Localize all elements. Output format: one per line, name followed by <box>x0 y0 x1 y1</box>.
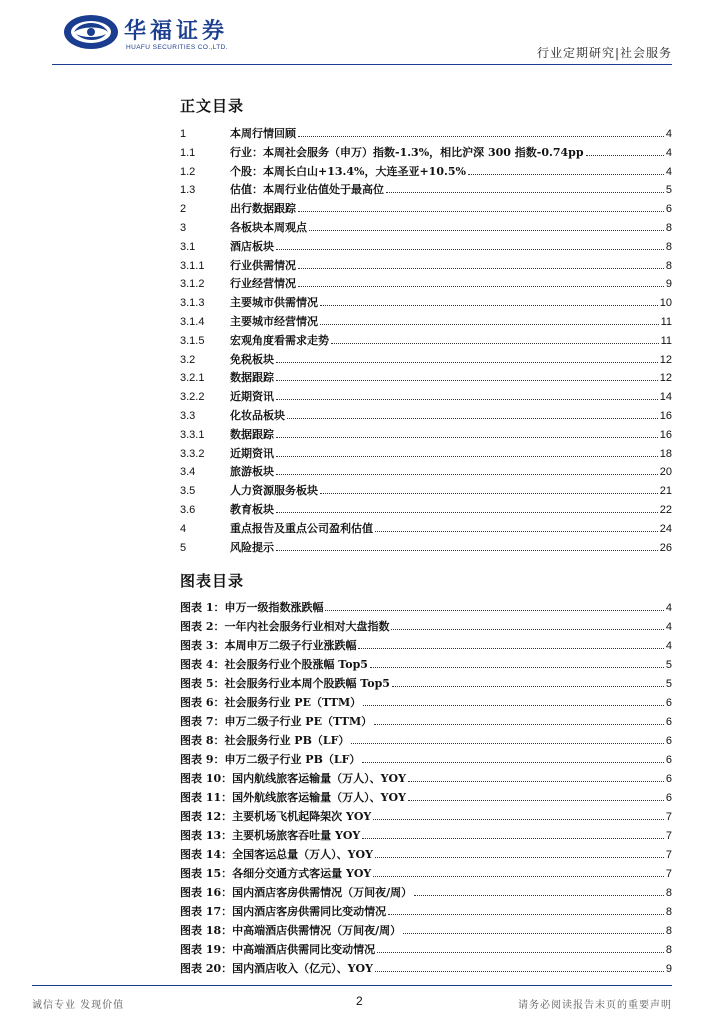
toc-entry-number: 3.2.1 <box>180 372 205 385</box>
toc-entry[interactable] <box>180 238 672 256</box>
toc-entry-title: 宏观角度看需求走势 <box>230 333 329 347</box>
toc-entry-page: 11 <box>660 334 672 347</box>
toc-entry-page: 4 <box>665 128 672 140</box>
toc-entry[interactable] <box>180 369 672 387</box>
figure-entry-title: 图表 4：社会服务行业个股涨幅 Top5 <box>180 658 368 671</box>
toc-leader-dots <box>276 456 658 457</box>
figure-entry[interactable] <box>180 637 672 655</box>
toc-entry-number: 3.3.2 <box>180 447 205 460</box>
figure-leader-dots <box>374 724 664 725</box>
figure-entry-title: 图表 3：本周申万二级子行业涨跌幅 <box>180 639 357 652</box>
figure-leader-dots <box>414 895 664 896</box>
figure-entry-page: 7 <box>665 868 672 880</box>
toc-leader-dots <box>320 324 659 325</box>
toc-leader-dots <box>276 474 658 475</box>
logo-chinese-name: 华福证券 <box>124 18 229 44</box>
toc-leader-dots <box>298 286 664 287</box>
toc-entry-title: 酒店板块 <box>230 239 274 253</box>
toc-entry[interactable] <box>180 539 672 557</box>
toc-entry-page: 4 <box>665 165 672 178</box>
toc-entry-number: 3.3.1 <box>180 428 205 441</box>
figure-leader-dots <box>388 914 664 915</box>
toc-entry-number: 3.4 <box>180 466 196 479</box>
figure-leader-dots <box>373 876 664 877</box>
figure-entry[interactable] <box>180 941 672 959</box>
figure-entry-page: 9 <box>665 963 672 975</box>
figure-entry-title: 图表 16：国内酒店客房供需情况（万间夜/周） <box>180 886 413 899</box>
figure-entry-title: 图表 8：社会服务行业 PB（LF） <box>180 734 350 747</box>
figure-entry[interactable] <box>180 903 672 921</box>
figure-leader-dots <box>403 933 664 934</box>
toc-entry[interactable] <box>180 351 672 369</box>
toc-entry-page: 8 <box>665 259 672 272</box>
toc-entry-page: 4 <box>665 146 672 159</box>
toc-entry-page: 5 <box>665 184 672 197</box>
toc-entry-number: 3.1.3 <box>180 297 205 310</box>
toc-entry-number: 1.2 <box>180 165 196 178</box>
figure-entry-page: 4 <box>665 621 672 633</box>
toc-entry-title: 行业经营情况 <box>230 277 296 291</box>
toc-leader-dots <box>276 437 658 438</box>
footer-disclaimer: 请务必阅读报告末页的重要声明 <box>518 1000 672 1011</box>
toc-entry[interactable] <box>180 275 672 293</box>
figure-leader-dots <box>392 686 664 687</box>
toc-entry-title: 风险提示 <box>230 540 274 554</box>
toc-entry[interactable] <box>180 482 672 500</box>
figure-entry[interactable] <box>180 694 672 712</box>
toc-leader-dots <box>320 493 658 494</box>
toc-entry[interactable] <box>180 163 672 181</box>
figure-leader-dots <box>375 971 664 972</box>
figure-entry-page: 6 <box>665 716 672 728</box>
toc-entry-title: 估值：本周行业估值处于最高位 <box>230 183 384 197</box>
figure-entry[interactable] <box>180 846 672 864</box>
toc-entry[interactable] <box>180 200 672 218</box>
page-number: 2 <box>356 994 363 1008</box>
toc-entry-title: 出行数据跟踪 <box>230 202 296 216</box>
figure-entry[interactable] <box>180 618 672 636</box>
toc-entry-number: 3 <box>180 222 187 234</box>
toc-leader-dots <box>276 512 658 513</box>
figure-entry-page: 7 <box>665 830 672 842</box>
figure-leader-dots <box>362 762 664 763</box>
header-divider <box>52 64 672 65</box>
toc-entry[interactable] <box>180 407 672 425</box>
toc-entry-number: 3.1 <box>180 240 196 253</box>
toc-entry[interactable] <box>180 181 672 199</box>
toc-leader-dots <box>320 305 658 306</box>
toc-entry-number: 5 <box>180 541 187 554</box>
toc-entry-number: 3.1.5 <box>180 334 205 347</box>
figure-leader-dots <box>408 781 664 782</box>
toc-entry-title: 近期资讯 <box>230 446 274 460</box>
figure-entry[interactable] <box>180 960 672 978</box>
toc-entry[interactable] <box>180 501 672 519</box>
toc-entry-number: 3.5 <box>180 485 196 498</box>
figure-entry[interactable] <box>180 808 672 826</box>
toc-leader-dots <box>468 174 664 175</box>
toc-leader-dots <box>298 211 664 212</box>
figure-entry-title: 图表 18：中高端酒店供需情况（万间夜/周） <box>180 924 402 937</box>
figure-entry-title: 图表 10：国内航线旅客运输量（万人）、YOY <box>180 772 406 785</box>
toc-leader-dots <box>375 531 658 532</box>
figure-leader-dots <box>325 610 664 611</box>
toc-entry-title: 旅游板块 <box>230 465 274 479</box>
huafu-logo-icon <box>62 12 120 52</box>
figure-entry[interactable] <box>180 827 672 845</box>
toc-entry-number: 1.1 <box>180 146 196 159</box>
toc-entry-page: 10 <box>659 297 672 310</box>
figure-entry-title: 图表 2：一年内社会服务行业相对大盘指数 <box>180 620 390 633</box>
toc-entry-page: 20 <box>659 466 672 479</box>
toc-entry-page: 24 <box>659 522 672 535</box>
figure-entry[interactable] <box>180 770 672 788</box>
figure-entry-title: 图表 19：中高端酒店供需同比变动情况 <box>180 943 376 956</box>
figure-entry-title: 图表 11：国外航线旅客运输量（万人）、YOY <box>180 791 406 804</box>
toc-entry-page: 11 <box>660 316 672 328</box>
toc-entry[interactable] <box>180 388 672 406</box>
page-header <box>0 0 724 70</box>
toc-entry-number: 3.6 <box>180 504 196 516</box>
toc-entry-title: 行业：本周社会服务（申万）指数-1.3%，相比沪深 300 指数-0.74pp <box>230 145 584 159</box>
toc-entry-page: 21 <box>659 485 672 498</box>
toc-entry[interactable] <box>180 520 672 538</box>
toc-entry[interactable] <box>180 313 672 331</box>
figure-entry[interactable] <box>180 922 672 940</box>
figure-entry[interactable] <box>180 732 672 750</box>
figure-entry-title: 图表 7：申万二级子行业 PE（TTM） <box>180 715 373 728</box>
toc-entry[interactable] <box>180 144 672 162</box>
toc-entry-page: 8 <box>665 240 672 253</box>
toc-entry-page: 16 <box>659 410 672 422</box>
toc-entry-page: 16 <box>659 428 672 441</box>
toc-entry-title: 数据跟踪 <box>230 371 274 385</box>
toc-entry-page: 22 <box>659 504 672 516</box>
figure-leader-dots <box>370 667 664 668</box>
figure-entry-page: 8 <box>665 925 672 937</box>
figure-entry-page: 8 <box>665 887 672 899</box>
figure-entry-page: 6 <box>665 754 672 766</box>
toc-entry[interactable] <box>180 219 672 237</box>
toc-leader-dots <box>386 192 664 193</box>
toc-entry-number: 3.3 <box>180 410 196 422</box>
toc-entry-title: 近期资讯 <box>230 390 274 404</box>
toc-leader-dots <box>331 343 659 344</box>
figure-leader-dots <box>373 819 664 820</box>
toc-leader-dots <box>309 230 664 231</box>
toc-entry[interactable] <box>180 463 672 481</box>
figure-entry-page: 6 <box>665 697 672 709</box>
toc-leader-dots <box>276 399 658 400</box>
toc-entry-number: 3.1.1 <box>180 259 205 272</box>
figure-entry-page: 4 <box>665 602 672 614</box>
figure-leader-dots <box>377 952 664 953</box>
report-type: 行业定期研究|社会服务 <box>536 46 672 60</box>
figure-entry[interactable] <box>180 599 672 617</box>
toc-entry-number: 3.2 <box>180 353 196 366</box>
toc-entry-number: 1.3 <box>180 184 196 197</box>
figures-heading: 图表目录 <box>180 572 245 590</box>
toc-leader-dots <box>276 362 658 363</box>
toc-entry-page: 12 <box>659 372 672 385</box>
figure-leader-dots <box>362 838 664 839</box>
figure-entry[interactable] <box>180 656 672 674</box>
figure-entry-title: 图表 20：国内酒店收入（亿元）、YOY <box>180 962 373 975</box>
toc-leader-dots <box>276 380 658 381</box>
toc-entry-title: 主要城市经营情况 <box>230 315 318 328</box>
figure-entry-page: 5 <box>665 659 672 671</box>
figure-entry[interactable] <box>180 713 672 731</box>
figure-leader-dots <box>391 629 664 630</box>
toc-entry-title: 化妆品板块 <box>230 409 285 422</box>
toc-entry-page: 26 <box>659 541 672 554</box>
toc-entry[interactable] <box>180 426 672 444</box>
toc-leader-dots <box>287 418 658 419</box>
figure-entry-title: 图表 12：主要机场飞机起降架次 YOY <box>180 810 372 823</box>
toc-entry-number: 1 <box>180 128 187 140</box>
figure-entry-page: 6 <box>665 735 672 747</box>
toc-entry-page: 12 <box>659 353 672 366</box>
figure-entry[interactable] <box>180 751 672 769</box>
toc-entry-title: 重点报告及重点公司盈利估值 <box>230 521 373 535</box>
figure-entry-title: 图表 15：各细分交通方式客运量 YOY <box>180 867 372 880</box>
toc-entry[interactable] <box>180 257 672 275</box>
toc-entry-page: 14 <box>659 391 672 404</box>
toc-entry[interactable] <box>180 445 672 463</box>
toc-entry-page: 9 <box>665 278 672 291</box>
toc-entry-number: 3.1.2 <box>180 278 205 291</box>
toc-entry-title: 主要城市供需情况 <box>230 296 318 310</box>
toc-entry-number: 2 <box>180 203 187 216</box>
toc-heading: 正文目录 <box>180 97 245 115</box>
toc-leader-dots <box>298 268 664 269</box>
figure-leader-dots <box>358 648 664 649</box>
figure-entry-page: 7 <box>665 849 672 861</box>
figure-entry-title: 图表 14：全国客运总量（万人）、YOY <box>180 848 373 861</box>
figure-entry-page: 4 <box>665 640 672 652</box>
toc-entry-title: 行业供需情况 <box>230 258 296 272</box>
logo-english-name: HUAFU SECURITIES CO.,LTD. <box>126 44 228 51</box>
figure-leader-dots <box>375 857 664 858</box>
figure-entry-page: 8 <box>665 944 672 956</box>
figure-entry[interactable] <box>180 865 672 883</box>
toc-entry[interactable] <box>180 294 672 312</box>
footer-slogan: 诚信专业 发现价值 <box>32 1000 125 1011</box>
toc-entry-title: 教育板块 <box>230 503 274 516</box>
figure-entry-title: 图表 6：社会服务行业 PE（TTM） <box>180 696 362 709</box>
toc-leader-dots <box>276 249 664 250</box>
figure-entry[interactable] <box>180 884 672 902</box>
figure-entry[interactable] <box>180 675 672 693</box>
toc-entry-page: 18 <box>659 447 672 460</box>
toc-entry-page: 6 <box>665 203 672 216</box>
footer-divider <box>32 985 672 986</box>
toc-leader-dots <box>586 155 664 156</box>
toc-entry-title: 数据跟踪 <box>230 427 274 441</box>
figure-entry[interactable] <box>180 789 672 807</box>
toc-leader-dots <box>276 550 658 551</box>
toc-entry-page: 8 <box>665 222 672 234</box>
figure-entry-page: 6 <box>665 792 672 804</box>
toc-entry-title: 个股：本周长白山+13.4%，大连圣亚+10.5% <box>230 164 466 178</box>
figure-entry-title: 图表 17：国内酒店客房供需同比变动情况 <box>180 905 387 918</box>
toc-entry-number: 4 <box>180 522 187 535</box>
toc-entry-title: 本周行情回顾 <box>230 127 296 140</box>
figure-entry-title: 图表 1：申万一级指数涨跌幅 <box>180 601 324 614</box>
toc-entry-title: 各板块本周观点 <box>230 221 307 234</box>
toc-entry-number: 3.1.4 <box>180 316 205 328</box>
figure-entry-title: 图表 5：社会服务行业本周个股跌幅 Top5 <box>180 677 390 690</box>
toc-entry[interactable] <box>180 332 672 350</box>
figure-entry-page: 7 <box>665 811 672 823</box>
figure-leader-dots <box>408 800 664 801</box>
toc-entry-number: 3.2.2 <box>180 391 205 404</box>
toc-leader-dots <box>298 136 664 137</box>
figure-entry-title: 图表 9：申万二级子行业 PB（LF） <box>180 753 361 766</box>
figure-leader-dots <box>363 705 664 706</box>
figure-entry-page: 8 <box>665 906 672 918</box>
toc-entry-title: 人力资源服务板块 <box>230 484 318 498</box>
figure-entry-title: 图表 13：主要机场旅客吞吐量 YOY <box>180 829 361 842</box>
toc-entry-title: 免税板块 <box>230 352 274 366</box>
toc-entry[interactable] <box>180 125 672 143</box>
figure-entry-page: 5 <box>665 678 672 690</box>
figure-entry-page: 6 <box>665 773 672 785</box>
figure-leader-dots <box>351 743 664 744</box>
